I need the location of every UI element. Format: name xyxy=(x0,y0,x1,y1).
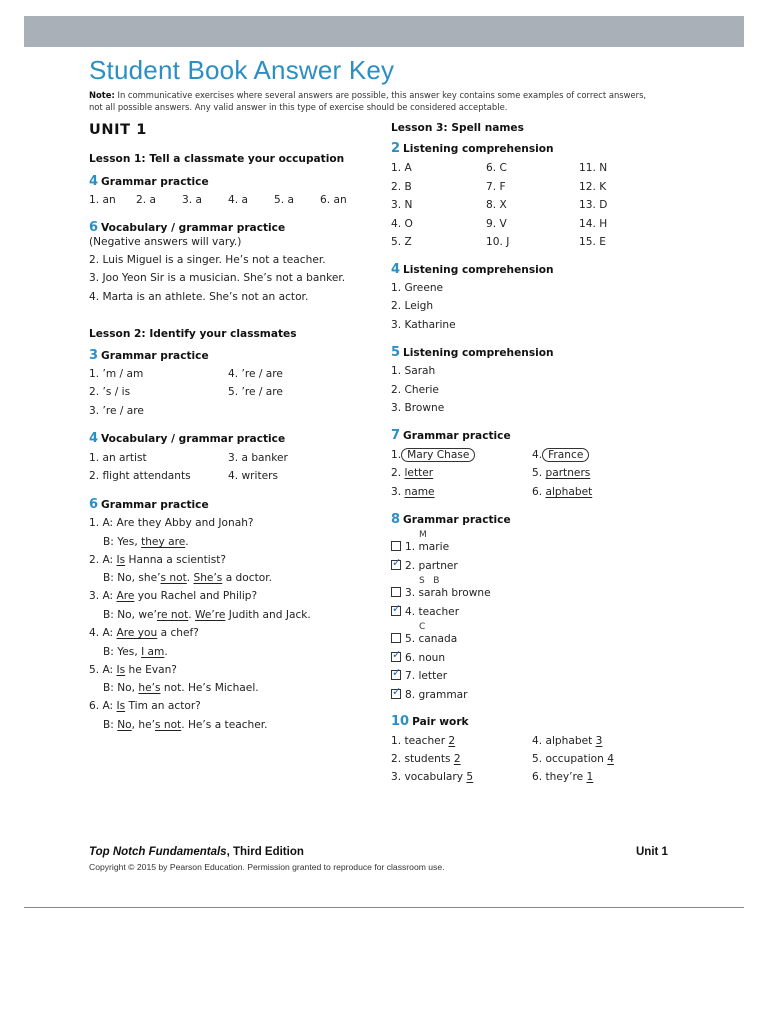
checklist-item xyxy=(391,652,445,664)
checked-box xyxy=(391,560,401,570)
lesson3-title: Lesson 3: Spell names xyxy=(391,122,524,134)
lesson1-s4-item: 6. an xyxy=(320,194,347,206)
lesson3-s2-item: 15. E xyxy=(579,236,606,248)
checklist-label: 4. teacher xyxy=(405,605,460,618)
checked-box xyxy=(391,670,401,680)
checklist-label: 8. grammar xyxy=(405,688,468,701)
bottom-divider xyxy=(24,907,744,908)
section-number: 4 xyxy=(89,174,99,189)
page-title: Student Book Answer Key xyxy=(89,55,395,85)
footer-book-title: Top Notch Fundamentals, Third Edition xyxy=(89,846,304,858)
lesson3-s4-item: 2. Leigh xyxy=(391,300,434,312)
lesson3-s2-item: 11. N xyxy=(579,162,608,174)
lesson3-section7-title xyxy=(391,428,511,443)
lesson1-s4-item: 5. a xyxy=(274,194,294,206)
circled-answer: Mary Chase xyxy=(401,448,475,462)
dialog-line: B: No, he’s not. He’s Michael. xyxy=(103,682,259,694)
lesson3-section2-title xyxy=(391,141,554,156)
section-number: 10 xyxy=(391,714,410,729)
lesson3-s2-item: 4. O xyxy=(391,217,413,230)
handwritten-correction: S B xyxy=(419,576,440,586)
section-title: Listening comprehension xyxy=(403,143,554,155)
lesson3-s4-item: 1. Greene xyxy=(391,282,444,294)
dialog-line: B: Yes, they are. xyxy=(103,536,189,548)
checklist-label: 6. noun xyxy=(405,651,446,664)
lesson2-s4-item: 1. an artist xyxy=(89,452,147,464)
section-title: Vocabulary / grammar practice xyxy=(101,433,286,445)
section-number: 3 xyxy=(89,348,99,363)
lesson2-section6-title xyxy=(89,497,209,512)
section-number: 5 xyxy=(391,345,401,360)
section-number: 7 xyxy=(391,428,401,443)
dialog-line: B: No, he’s not. He’s a teacher. xyxy=(103,719,268,731)
lesson3-s7-item: 2. letter xyxy=(391,467,434,479)
section-title: Grammar practice xyxy=(101,176,209,188)
section-number: 2 xyxy=(391,141,401,156)
copyright-text: Copyright © 2015 by Pearson Education. Permission granted to reproduce for classroom use. xyxy=(89,862,445,872)
checklist-item xyxy=(391,689,468,701)
dialog-line: B: No, we’re not. We’re Judith and Jack. xyxy=(103,609,311,621)
section-title: Grammar practice xyxy=(403,430,511,442)
lesson3-s2-item: 9. V xyxy=(486,217,507,230)
lesson3-s7-item: 5. partners xyxy=(532,467,591,479)
pair-work-item: 4. alphabet 3 xyxy=(532,735,603,747)
section-number: 6 xyxy=(89,497,99,512)
lesson3-s5-item: 1. Sarah xyxy=(391,365,436,377)
section-number: 4 xyxy=(391,262,401,277)
checklist-label: 2. partner xyxy=(405,559,458,572)
lesson3-s7-item: 1. Mary Chase xyxy=(391,449,475,461)
lesson3-s2-item: 3. N xyxy=(391,199,413,211)
lesson3-s2-item: 8. X xyxy=(486,199,507,211)
lesson3-s5-item: 2. Cherie xyxy=(391,384,439,396)
checked-box xyxy=(391,652,401,662)
lesson3-section8-title xyxy=(391,512,511,527)
lesson1-s6-item: 4. Marta is an athlete. She’s not an actor. xyxy=(89,291,309,303)
checklist-item xyxy=(391,560,458,572)
lesson3-s2-item: 13. D xyxy=(579,199,608,211)
footer-unit: Unit 1 xyxy=(636,846,668,858)
note-paragraph xyxy=(89,89,659,113)
lesson1-s4-item: 4. a xyxy=(228,194,248,206)
checklist-item xyxy=(391,606,459,618)
section-title: Listening comprehension xyxy=(403,264,554,276)
section-title: Vocabulary / grammar practice xyxy=(101,222,286,234)
lesson1-s6-item: 3. Joo Yeon Sir is a musician. She’s not a banker. xyxy=(89,272,346,284)
checked-box xyxy=(391,606,401,616)
checked-box xyxy=(391,689,401,699)
lesson3-s7-item: 4. France xyxy=(532,449,589,461)
note-text: In communicative exercises where several answers are possible, this answer key contains some examples of correct answers, not all possible answers. Any valid answer in this type of exercise should be considered acceptable. xyxy=(89,90,647,112)
lesson1-section6-title xyxy=(89,220,285,235)
lesson2-section3-title xyxy=(89,348,209,363)
pair-work-item: 5. occupation 4 xyxy=(532,753,614,765)
lesson3-s2-item: 10. J xyxy=(486,236,510,248)
lesson3-s7-item: 3. name xyxy=(391,486,435,498)
dialog-line: 4. A: Are you a chef? xyxy=(89,627,199,639)
handwritten-correction: C xyxy=(419,622,426,632)
lesson1-s4-item: 3. a xyxy=(182,194,202,206)
lesson1-s4-item: 2. a xyxy=(136,194,156,206)
lesson3-s2-item: 2. B xyxy=(391,180,412,193)
lesson3-s4-item: 3. Katharine xyxy=(391,319,456,331)
lesson1-section4-title xyxy=(89,174,209,189)
lesson3-section10-title xyxy=(391,714,469,729)
dialog-line: 2. A: Is Hanna a scientist? xyxy=(89,554,227,566)
checklist-label: 1. marie xyxy=(405,541,450,553)
lesson3-s2-item: 1. A xyxy=(391,162,412,174)
lesson2-s4-item: 2. flight attendants xyxy=(89,470,191,482)
lesson2-s4-item: 4. writers xyxy=(228,470,278,482)
checklist-label: 7. letter xyxy=(405,670,448,682)
checklist-item xyxy=(391,541,449,553)
dialog-line: B: Yes, I am. xyxy=(103,646,168,658)
lesson2-s3-item: 5. ’re / are xyxy=(228,386,283,398)
unchecked-box xyxy=(391,633,401,643)
pair-work-item: 2. students 2 xyxy=(391,753,461,765)
lesson3-section5-title xyxy=(391,345,554,360)
dialog-line: B: No, she’s not. She’s a doctor. xyxy=(103,572,272,584)
pair-work-item: 6. they’re 1 xyxy=(532,771,594,783)
lesson3-s7-item: 6. alphabet xyxy=(532,486,593,498)
section-title: Grammar practice xyxy=(403,514,511,526)
lesson3-s2-item: 12. K xyxy=(579,180,607,193)
section-title: Listening comprehension xyxy=(403,347,554,359)
section-title: Grammar practice xyxy=(101,499,209,511)
lesson2-s3-item: 2. ’s / is xyxy=(89,386,131,398)
section-number: 8 xyxy=(391,512,401,527)
lesson1-title: Lesson 1: Tell a classmate your occupation xyxy=(89,153,345,165)
dialog-line: 5. A: Is he Evan? xyxy=(89,664,177,676)
lesson3-s5-item: 3. Browne xyxy=(391,402,445,414)
checklist-item xyxy=(391,670,447,682)
lesson2-section4-title xyxy=(89,431,285,446)
lesson3-s2-item: 5. Z xyxy=(391,236,412,248)
circled-answer: France xyxy=(542,448,589,462)
lesson3-s2-item: 14. H xyxy=(579,217,608,230)
section-title: Pair work xyxy=(412,716,469,728)
lesson2-s3-item: 1. ’m / am xyxy=(89,368,144,380)
dialog-line: 6. A: Is Tim an actor? xyxy=(89,700,201,712)
top-banner xyxy=(24,16,744,47)
checklist-label: 3. sarah browne xyxy=(405,587,491,599)
dialog-line: 1. A: Are they Abby and Jonah? xyxy=(89,517,254,529)
lesson3-s2-item: 6. C xyxy=(486,162,507,174)
section-number: 6 xyxy=(89,220,99,235)
lesson3-s2-item: 7. F xyxy=(486,180,506,193)
checklist-item xyxy=(391,587,491,599)
lesson2-title: Lesson 2: Identify your classmates xyxy=(89,328,297,340)
lesson1-s6-item: 2. Luis Miguel is a singer. He’s not a teacher. xyxy=(89,254,326,266)
unchecked-box xyxy=(391,587,401,597)
pair-work-item: 1. teacher 2 xyxy=(391,735,456,747)
unchecked-box xyxy=(391,541,401,551)
section-number: 4 xyxy=(89,431,99,446)
checklist-item xyxy=(391,633,457,645)
lesson3-section4-title xyxy=(391,262,554,277)
dialog-line: 3. A: Are you Rachel and Philip? xyxy=(89,590,258,602)
lesson1-s6-subtitle: (Negative answers will vary.) xyxy=(89,236,242,248)
unit-heading: UNIT 1 xyxy=(89,122,147,138)
checklist-label: 5. canada xyxy=(405,633,458,645)
note-label: Note: xyxy=(89,90,115,100)
lesson2-s4-item: 3. a banker xyxy=(228,452,288,464)
section-title: Grammar practice xyxy=(101,350,209,362)
handwritten-correction: M xyxy=(419,530,427,540)
pair-work-item: 3. vocabulary 5 xyxy=(391,771,474,783)
lesson2-s3-item: 4. ’re / are xyxy=(228,368,283,380)
lesson2-s3-item: 3. ’re / are xyxy=(89,405,144,417)
lesson1-s4-item: 1. an xyxy=(89,194,116,206)
